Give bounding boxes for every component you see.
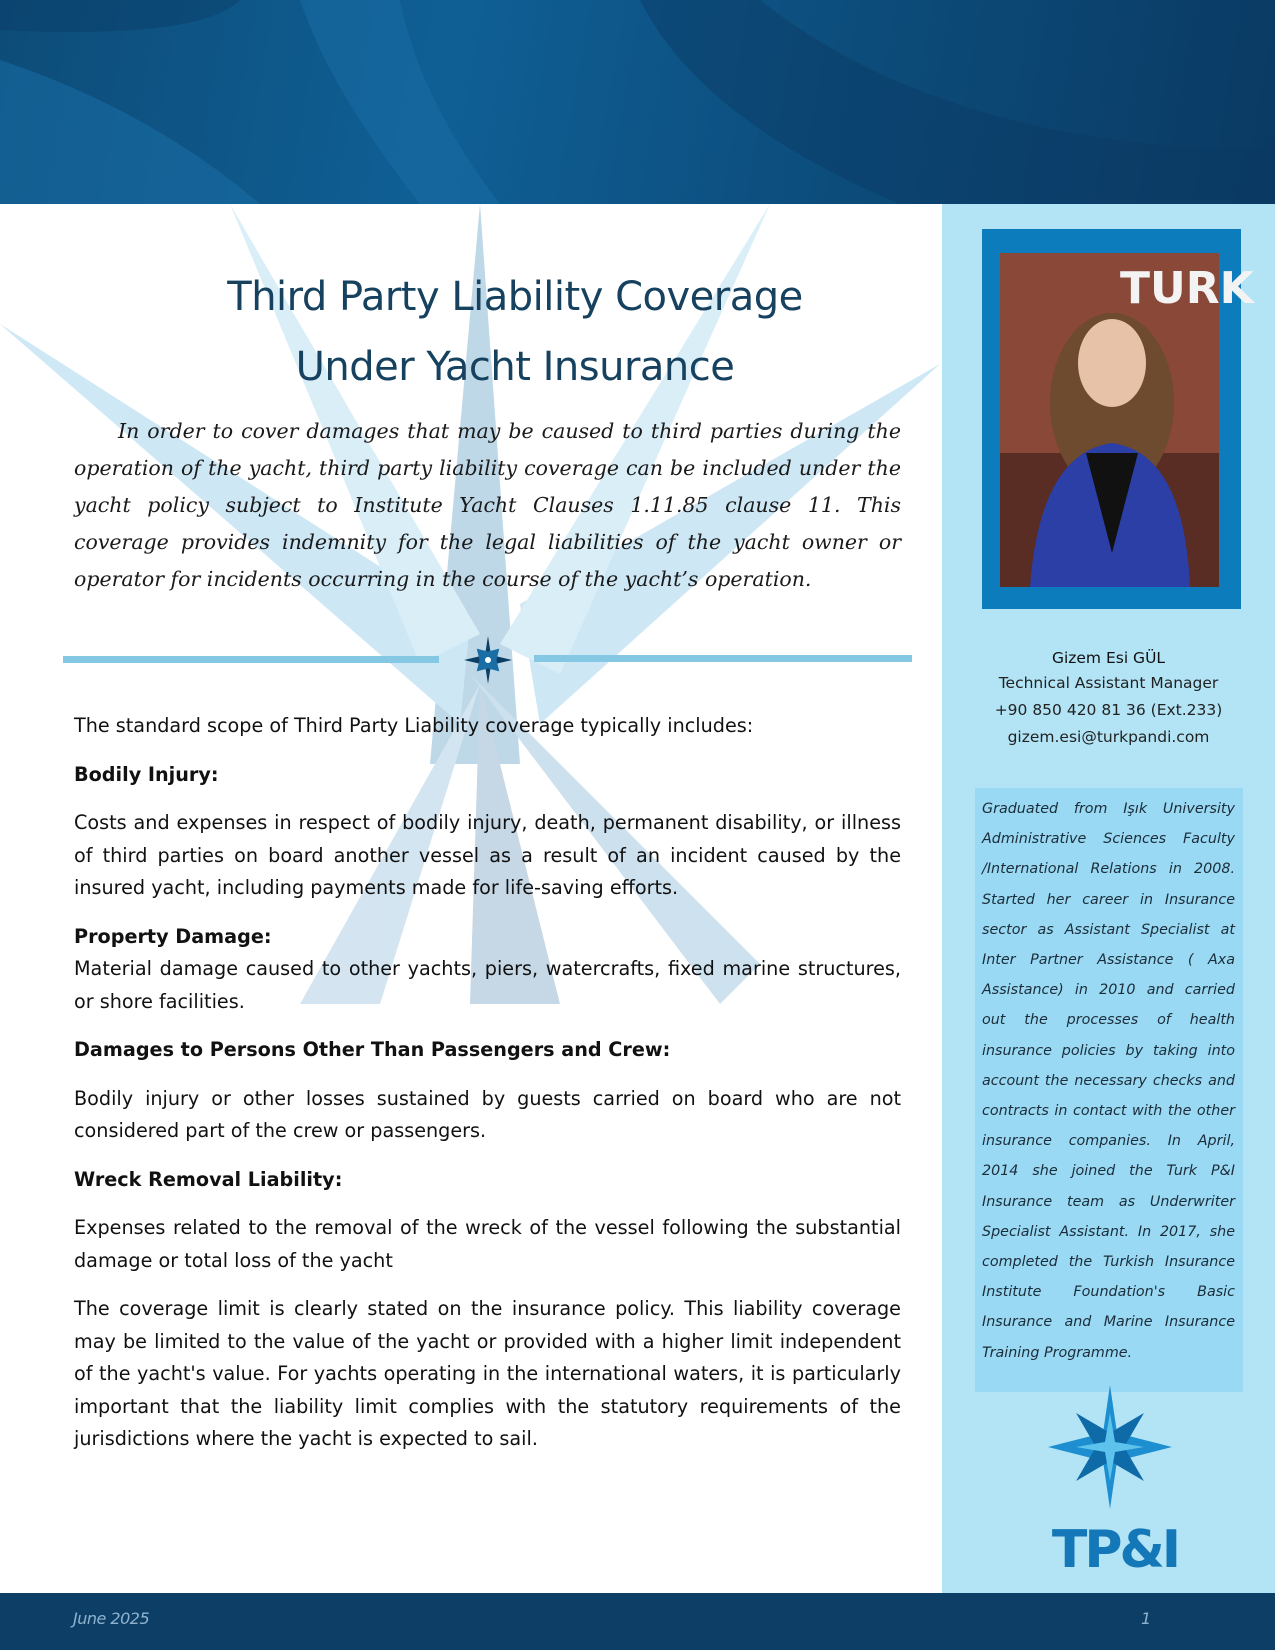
author-bio-box <box>975 788 1243 1392</box>
footer-page-number: 1 <box>1141 1609 1152 1628</box>
author-bio: Graduated from Işık University Administrative Sciences Faculty /International Relations in 2008. Started her career in Insurance sector as Assistant Specialist at Inter Partner Assistance ( Axa Assistance) in 2010 and carried out the processes of health insurance policies by taking into account the necessary checks and contracts in contact with the other insurance companies. In April, 2014 she joined the Turk P&I Insurance team as Underwriter Specialist Assistant. In 2017, she completed the Turkish Insurance Institute Foundation's Basic Insurance and Marine Insurance Training Programme. <box>982 801 1235 1361</box>
page-title <box>70 262 960 402</box>
photo-sign-text: TURK <box>1120 263 1254 314</box>
author-photo <box>1000 253 1254 587</box>
compass-star-icon <box>464 636 512 684</box>
title-line-1: Third Party Liability Coverage <box>227 274 803 320</box>
other-persons-text: Bodily injury or other losses sustained by guests carried on board who are not considered part of the crew or passengers. <box>74 1086 901 1142</box>
header-band <box>0 0 1275 204</box>
property-damage-text: Material damage caused to other yachts, piers, watercrafts, fixed marine structures, or shore facilities. <box>74 957 901 1013</box>
author-phone: +90 850 420 81 36 (Ext.233) <box>994 701 1223 719</box>
author-role: Technical Assistant Manager <box>998 674 1219 692</box>
title-line-2: Under Yacht Insurance <box>295 344 735 390</box>
wreck-removal-heading: Wreck Removal Liability: <box>74 1167 343 1191</box>
bodily-injury-heading: Bodily Injury: <box>74 762 219 786</box>
tpi-logo-star-icon <box>1048 1385 1172 1509</box>
wreck-removal-text: Expenses related to the removal of the wreck of the vessel following the substantial damage or total loss of the yacht <box>74 1216 901 1272</box>
header-star-graphic <box>0 0 1275 204</box>
bodily-injury-text: Costs and expenses in respect of bodily injury, death, permanent disability, or illness of third parties on board another vessel as a result of an incident caused by the insured yacht, including payments made for life-saving efforts. <box>74 811 901 899</box>
tpi-logo-text: TP&I <box>1051 1520 1179 1580</box>
page-footer <box>0 1593 1275 1650</box>
divider-right <box>534 655 912 662</box>
author-email[interactable]: gizem.esi@turkpandi.com <box>1007 728 1210 746</box>
other-persons-heading: Damages to Persons Other Than Passengers and Crew: <box>74 1038 671 1061</box>
portrait-illustration <box>1000 253 1254 587</box>
author-name: Gizem Esi GÜL <box>1051 649 1166 667</box>
intro-paragraph: In order to cover damages that may be caused to third parties during the operation of the yacht, third party liability coverage can be included under the yacht policy subject to Institute Yacht Clauses 1.11.85 clause 11. This coverage provides indemnity for the legal liabilities of the yacht owner or operator for incidents occurring in the course of the yacht’s operation. <box>74 419 901 591</box>
property-damage-heading: Property Damage: <box>74 924 272 948</box>
body-content <box>74 710 901 1472</box>
divider-left <box>63 656 439 663</box>
closing-paragraph: The coverage limit is clearly stated on the insurance policy. This liability coverage may be limited to the value of the yacht or provided with a higher limit independent of the yacht's value. For yachts operating in the international waters, it is particularly important that the liability limit complies with the statutory requirements of the jurisdictions where the yacht is expected to sail. <box>74 1297 901 1450</box>
author-contact <box>942 670 1275 751</box>
body-lead: The standard scope of Third Party Liability coverage typically includes: <box>74 714 754 737</box>
footer-date: June 2025 <box>73 1609 150 1628</box>
